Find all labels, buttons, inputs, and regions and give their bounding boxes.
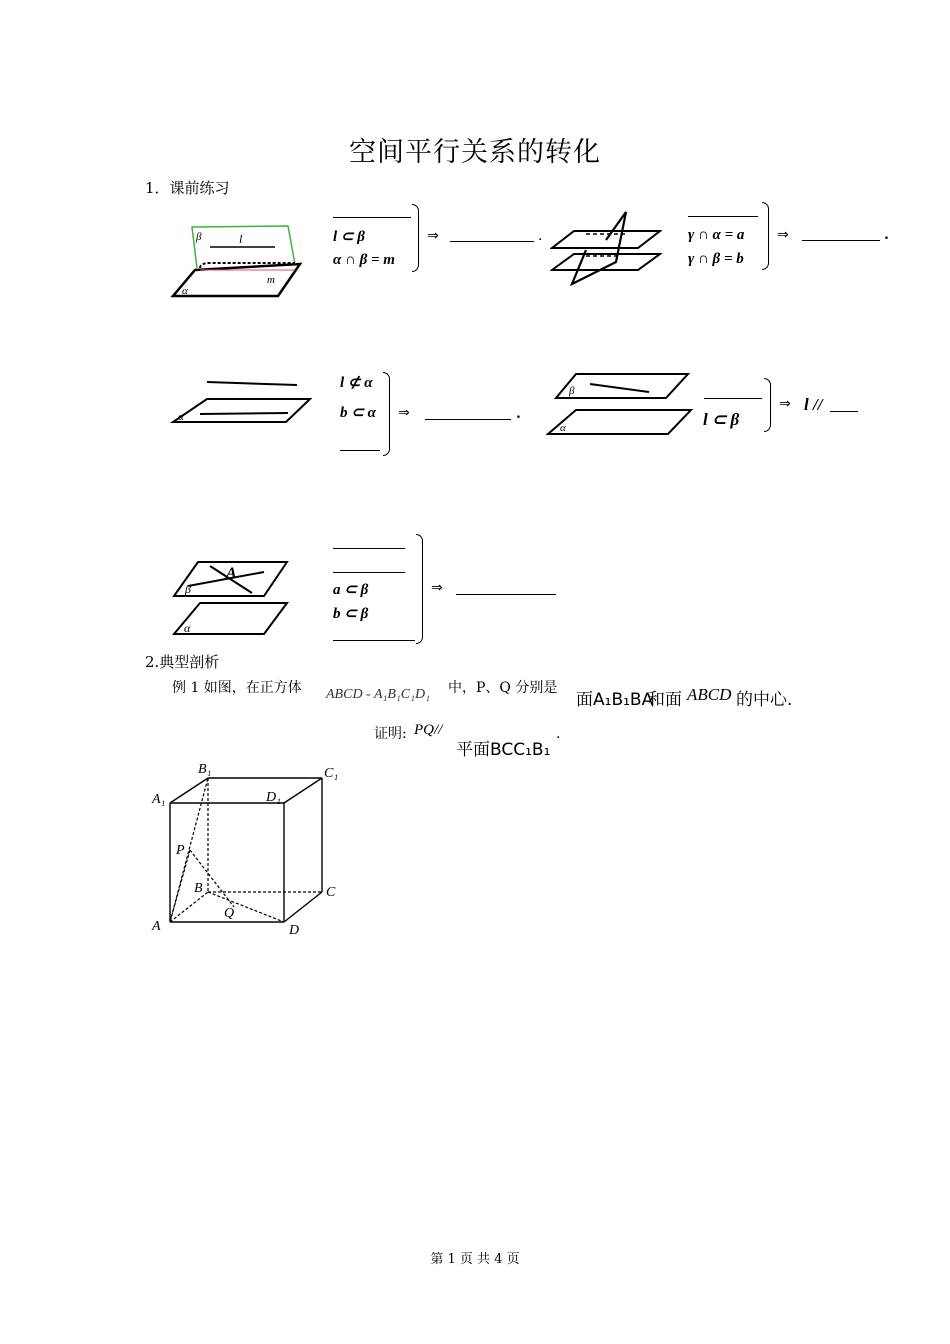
brace xyxy=(416,534,423,644)
proof-end: . xyxy=(556,726,561,742)
condition-b-in-beta: b ⊂ β xyxy=(333,606,369,622)
label-B: B xyxy=(194,881,203,896)
answer-blank-3[interactable] xyxy=(425,419,511,420)
implies-arrow: ⇒ xyxy=(427,228,439,244)
brace xyxy=(383,372,390,456)
section-1-heading: 1．课前练习 xyxy=(145,179,230,197)
proof-prefix: 证明: xyxy=(374,726,407,742)
label-D1: D₁ xyxy=(266,790,281,805)
result-l-parallel: l // xyxy=(804,395,823,414)
condition-b-in-alpha: b ⊂ α xyxy=(340,405,376,421)
condition-alpha-cap-beta: α ∩ β = m xyxy=(333,252,395,268)
figure-line-parallel-plane xyxy=(170,378,312,426)
implies-arrow: ⇒ xyxy=(777,227,789,243)
brace xyxy=(412,204,419,272)
condition-l-in-beta: l ⊂ β xyxy=(703,410,740,429)
period: . xyxy=(538,228,543,244)
proof-statement: PQ// xyxy=(414,722,443,738)
label-alpha: α xyxy=(184,621,191,635)
example-middle: 中，P、Q 分别是 xyxy=(448,680,558,696)
example-suffix: 的中心. xyxy=(736,690,793,710)
label-B1: B₁ xyxy=(198,762,212,777)
brace xyxy=(762,202,769,270)
cube-name: ABCD - A₁B₁C₁D₁ xyxy=(326,687,430,702)
label-C1: C₁ xyxy=(324,766,339,781)
label-D: D xyxy=(289,923,300,938)
answer-blank-2[interactable] xyxy=(802,240,880,241)
implies-arrow: ⇒ xyxy=(398,405,410,421)
figure-plane-parallel-criterion xyxy=(172,560,290,638)
label-beta: β xyxy=(185,582,191,596)
label-beta: β xyxy=(569,385,575,397)
and-face: 和面 xyxy=(648,690,682,710)
condition-l-not-in-alpha: l ⊄ α xyxy=(340,375,373,391)
face-A1B1BA: 面A₁B₁BA xyxy=(576,690,654,710)
period: . xyxy=(516,406,521,422)
proof-plane: 平面BCC₁B₁ xyxy=(456,740,551,760)
face-ABCD: ABCD xyxy=(687,685,732,704)
figure-parallel-planes-line xyxy=(546,372,694,438)
blank-condition-6[interactable] xyxy=(333,572,405,573)
condition-a-in-beta: a ⊂ β xyxy=(333,582,369,598)
label-alpha: α xyxy=(560,422,566,434)
example-prefix: 例 1 如图，在正方体 xyxy=(172,680,302,696)
label-P: P xyxy=(176,843,185,858)
condition-gamma-cap-beta: γ ∩ β = b xyxy=(688,251,744,267)
brace xyxy=(764,378,771,432)
answer-blank-4[interactable] xyxy=(830,411,858,412)
label-C: C xyxy=(326,885,336,900)
figure-cube xyxy=(150,760,345,940)
answer-blank-5[interactable] xyxy=(456,594,556,595)
label-l: l xyxy=(239,232,243,246)
blank-condition-5[interactable] xyxy=(333,548,405,549)
label-alpha: α xyxy=(182,285,188,297)
section-2-heading: 2.典型剖析 xyxy=(145,653,220,671)
label-A: A xyxy=(152,919,161,934)
condition-gamma-cap-alpha: γ ∩ α = a xyxy=(688,227,745,243)
blank-condition-3[interactable] xyxy=(340,450,380,451)
page-title: 空间平行关系的转化 xyxy=(349,137,601,168)
blank-condition-1[interactable] xyxy=(333,217,411,218)
label-alpha: α xyxy=(178,411,184,423)
page-footer: 第 1 页 共 4 页 xyxy=(430,1252,520,1267)
answer-blank-1[interactable] xyxy=(450,241,534,242)
condition-l-in-beta: l ⊂ β xyxy=(333,229,365,245)
label-m: m xyxy=(267,274,275,286)
blank-condition-7[interactable] xyxy=(333,640,415,641)
blank-condition-2[interactable] xyxy=(688,216,758,217)
label-beta: β xyxy=(196,231,202,243)
label-A1: A₁ xyxy=(152,792,166,807)
implies-arrow: ⇒ xyxy=(779,396,791,412)
implies-arrow: ⇒ xyxy=(431,580,443,596)
figure-plane-intersection xyxy=(170,222,305,300)
blank-condition-4[interactable] xyxy=(704,398,762,399)
period: . xyxy=(884,227,889,243)
figure-parallel-planes-cut xyxy=(550,210,662,286)
label-point-A: A xyxy=(226,565,237,582)
label-Q: Q xyxy=(224,906,235,921)
